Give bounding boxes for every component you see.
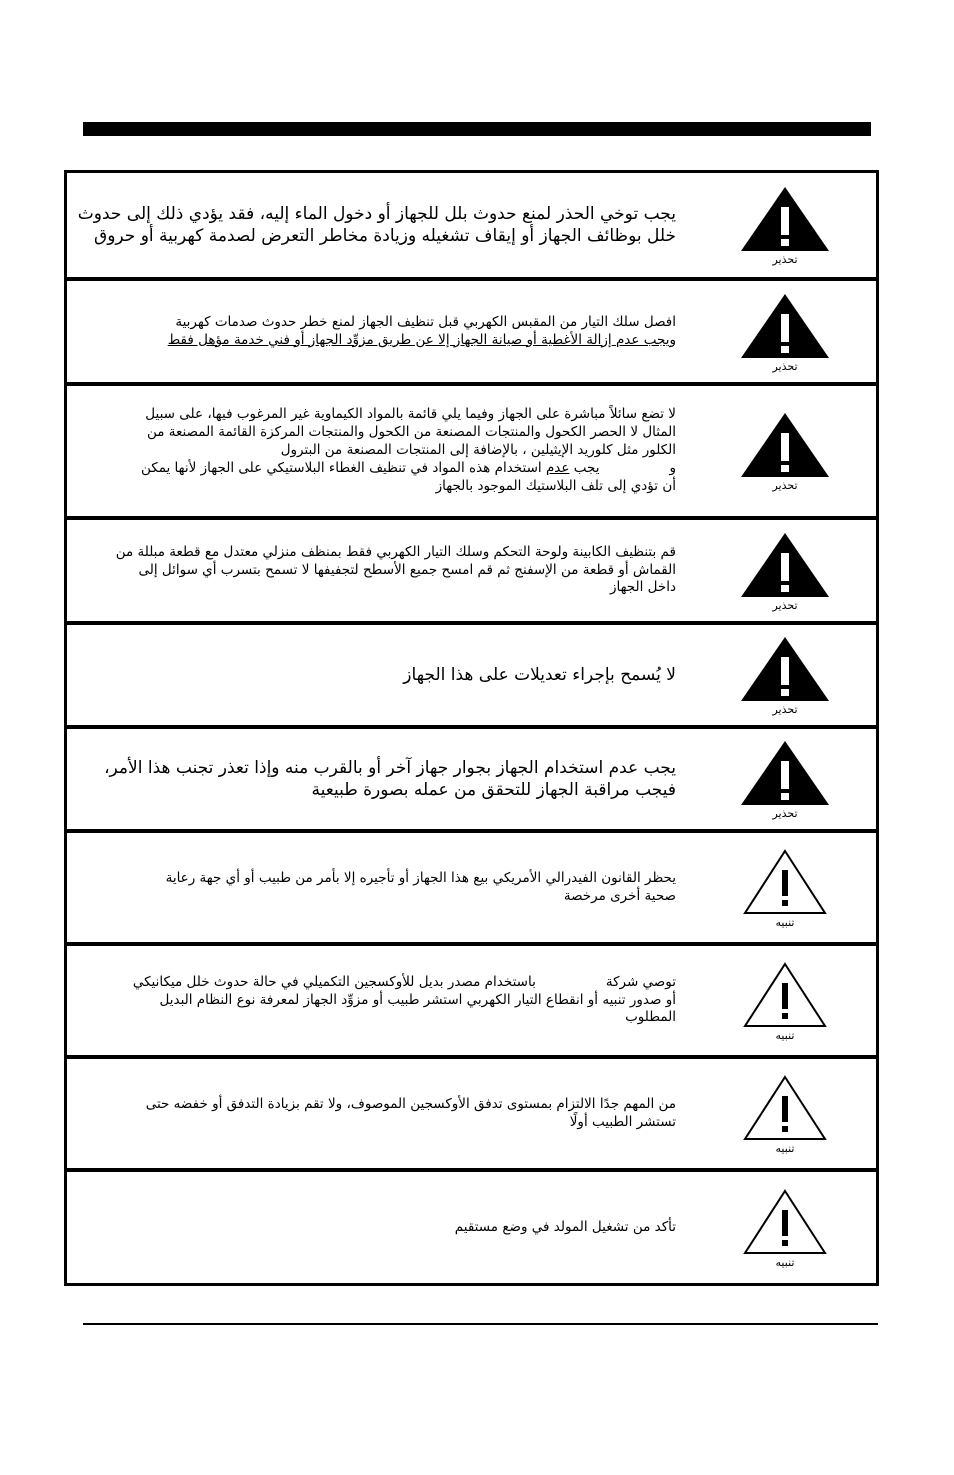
- caution-icon: [737, 1074, 833, 1154]
- notice-text: [79, 1059, 676, 1168]
- notice-fragment: إزالة الأغطية أو صيانة الجهاز إلا عن طريق مزوِّد الجهاز أو فني خدمة مؤهل فقط: [167, 331, 612, 348]
- warning-icon: [737, 292, 833, 372]
- caution-icon: [737, 848, 833, 928]
- notice-text: [79, 281, 676, 382]
- warning-row-1: [67, 173, 876, 281]
- notice-fragment: ويجب: [643, 331, 676, 348]
- notice-text: [79, 1172, 676, 1283]
- warning-icon: [737, 531, 833, 611]
- footer-rule: [83, 1323, 878, 1325]
- safety-notices-table: [64, 170, 879, 1286]
- notice-line: داخل الجهاز: [609, 579, 676, 596]
- notice-line: قم بتنظيف الكابينة ولوحة التحكم وسلك التيار الكهربي فقط بمنظف منزلي معتدل مع قطعة مبللة من: [115, 543, 676, 560]
- notice-line: القماش أو قطعة من الإسفنج ثم قم امسح جميع الأسطح لتجفيفها لا تسمح بتسرب أي سوائل إلى: [138, 561, 676, 578]
- caution-row-3: [67, 1059, 876, 1172]
- caution-label: تنبيه: [775, 1028, 795, 1042]
- warning-label: تحذير: [772, 479, 798, 492]
- warning-row-6: [67, 729, 876, 833]
- caution-label: تنبيه: [775, 1255, 795, 1269]
- notice-line: المطلوب: [625, 1009, 676, 1026]
- notice-fragment: باستخدام مصدر بديل للأوكسجين التكميلي في حالة حدوث خلل ميكانيكي: [132, 973, 536, 990]
- notice-line: خلل بوظائف الجهاز أو إيقاف تشغيله وزيادة مخاطر التعرض لصدمة كهربية أو حروق: [94, 226, 676, 246]
- notice-fragment: عدم: [615, 331, 640, 348]
- notice-line: يجب عدم استخدام الجهاز بجوار جهاز آخر أو بالقرب منه وإذا تعذر تجنب هذا الأمر،: [104, 757, 676, 778]
- warning-icon: [737, 635, 833, 715]
- caution-row-2: [67, 946, 876, 1059]
- caution-label: تنبيه: [775, 1141, 795, 1155]
- notice-line: تأكد من تشغيل المولد في وضع مستقيم: [454, 1218, 676, 1235]
- caution-label: تنبيه: [775, 915, 795, 929]
- warning-label: تحذير: [772, 703, 798, 716]
- notice-text: [79, 946, 676, 1055]
- notice-text: [79, 173, 676, 277]
- notice-text: [79, 729, 676, 829]
- warning-label: تحذير: [772, 359, 798, 373]
- caution-icon: [737, 961, 833, 1041]
- notice-line: أن تؤدي إلى تلف البلاستيك الموجود بالجهاز: [435, 477, 676, 494]
- caution-row-4: [67, 1172, 876, 1283]
- header-bar: [83, 122, 871, 136]
- notice-line: الكلور مثل كلوريد الإيثيلين ، بالإضافة إلى المنتجات المصنعة من البترول: [280, 442, 676, 459]
- notice-line: افصل سلك التيار من المقبس الكهربي قبل تنظيف الجهاز لمنع خطر حدوث صدمات كهربية: [175, 313, 676, 330]
- notice-fragment: و: [669, 459, 676, 476]
- warning-icon: [737, 185, 833, 265]
- warning-row-5: [67, 625, 876, 729]
- warning-row-4: [67, 520, 876, 625]
- notice-line: لا تضع سائلاً مباشرة على الجهاز وفيما يلي قائمة بالمواد الكيماوية غير المرغوب فيها، على سبيل: [145, 406, 676, 423]
- notice-line: لا يُسمح بإجراء تعديلات على هذا الجهاز: [403, 664, 676, 685]
- notice-text: [79, 520, 676, 621]
- warning-row-3: [67, 386, 876, 520]
- warning-label: تحذير: [772, 807, 798, 820]
- notice-line: أو صدور تنبيه أو انقطاع التيار الكهربي استشر طبيب أو مزوِّد الجهاز لمعرفة نوع النظام البديل: [159, 991, 676, 1008]
- notice-text: [79, 625, 676, 725]
- warning-row-2: [67, 281, 876, 386]
- notice-text: [79, 386, 676, 516]
- notice-line: [79, 460, 676, 478]
- warning-icon: [737, 411, 833, 491]
- notice-line: فيجب مراقبة الجهاز للتحقق من عمله بصورة طبيعية: [311, 780, 676, 800]
- notice-fragment: استخدام هذه المواد في تنظيف الغطاء البلاستيكي على الجهاز لأنها يمكن: [140, 459, 542, 476]
- notice-text: [79, 833, 676, 942]
- caution-icon: [737, 1188, 833, 1268]
- notice-fragment: يجب: [573, 459, 600, 476]
- notice-line: تستشر الطبيب أولًا: [569, 1113, 676, 1130]
- caution-row-1: [67, 833, 876, 946]
- notice-fragment: عدم: [545, 459, 570, 476]
- notice-fragment: توصي شركة: [605, 973, 676, 990]
- notice-line: يحظر القانون الفيدرالي الأمريكي بيع هذا الجهاز أو تأجيره إلا بأمر من طبيب أو أي جهة رعاية: [165, 869, 676, 886]
- notice-line: [79, 974, 676, 992]
- notice-line: من المهم جدًا الالتزام بمستوى تدفق الأوكسجين الموصوف، ولا تقم بزيادة التدفق أو خفضه حتى: [145, 1095, 676, 1112]
- notice-line: يجب توخي الحذر لمنع حدوث بلل للجهاز أو دخول الماء إليه، فقد يؤدي ذلك إلى حدوث: [77, 203, 676, 224]
- warning-label: تحذير: [772, 598, 798, 612]
- notice-line: صحية أخرى مرخصة: [563, 887, 676, 904]
- notice-line: المثال لا الحصر الكحول والمنتجات المصنعة من الكحول والمنتجات المركزة القائمة المصنعة من: [146, 424, 676, 441]
- warning-label: تحذير: [772, 253, 798, 266]
- warning-icon: [737, 739, 833, 819]
- notice-line: [79, 332, 676, 350]
